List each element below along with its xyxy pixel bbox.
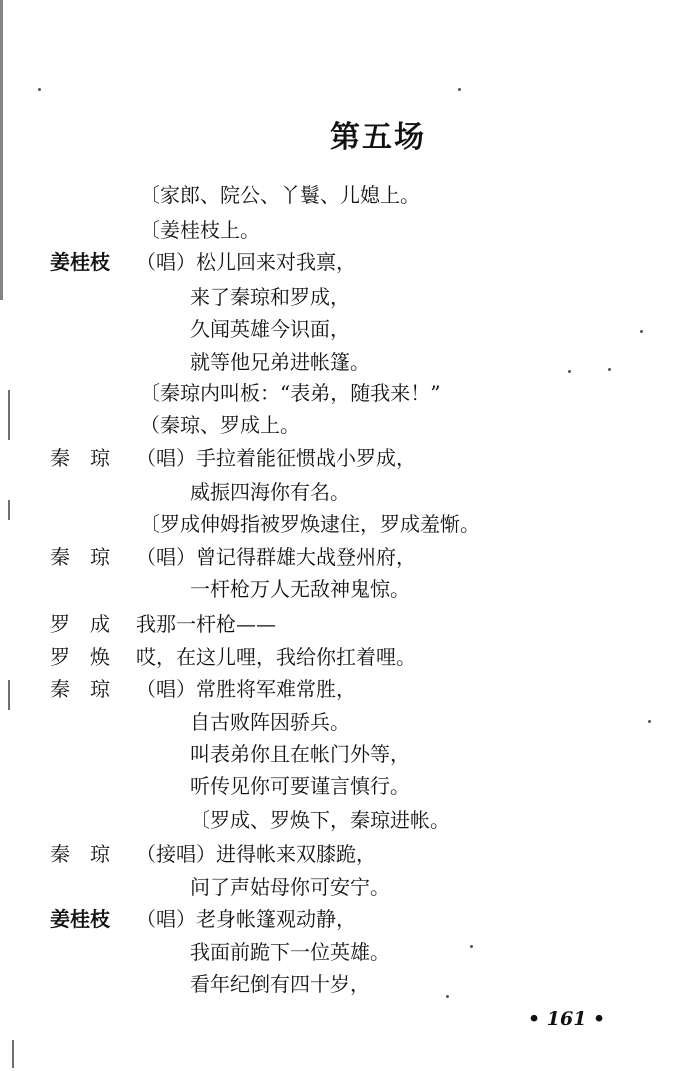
speck bbox=[640, 330, 643, 333]
speaker-name: 秦 琼 bbox=[50, 677, 110, 701]
dialogue-line: （唱）手拉着能征惯战小罗成， bbox=[136, 446, 416, 470]
speaker-name: 秦 琼 bbox=[50, 842, 110, 866]
verse-line: 来了秦琼和罗成， bbox=[190, 285, 350, 309]
speck bbox=[608, 368, 611, 371]
speck bbox=[458, 88, 461, 91]
speaker-name: 罗 成 bbox=[50, 612, 110, 636]
verse-line: 问了声姑母你可安宁。 bbox=[190, 875, 390, 899]
speck bbox=[446, 995, 449, 998]
verse-line: 一杆枪万人无敌神鬼惊。 bbox=[190, 577, 410, 601]
speaker-name: 秦 琼 bbox=[50, 446, 110, 470]
verse-line: 自古败阵因骄兵。 bbox=[190, 710, 350, 734]
speck bbox=[470, 945, 473, 948]
verse-line: 听传见你可要谨言慎行。 bbox=[190, 774, 410, 798]
speck bbox=[38, 88, 41, 91]
dialogue-line: （唱）松儿回来对我禀， bbox=[136, 250, 356, 274]
verse-line: 〔罗成、罗焕下，秦琼进帐。 bbox=[190, 808, 450, 832]
speaker-name: 罗 焕 bbox=[50, 645, 110, 669]
scan-edge bbox=[8, 680, 10, 710]
verse-line: 我面前跪下一位英雄。 bbox=[190, 940, 390, 964]
dialogue-line: （唱）曾记得群雄大战登州府， bbox=[136, 545, 416, 569]
dialogue-line: （唱）常胜将军难常胜， bbox=[136, 677, 356, 701]
speaker-name: 姜桂枝 bbox=[50, 250, 110, 274]
scan-edge bbox=[8, 500, 10, 520]
verse-line: 叫表弟你且在帐门外等， bbox=[190, 742, 410, 766]
scan-edge bbox=[8, 390, 10, 440]
page-number: • 161 • bbox=[528, 1008, 606, 1030]
speck bbox=[648, 720, 651, 723]
scene-title: 第五场 bbox=[330, 120, 426, 155]
stage-direction: 〔家郎、院公、丫鬟、儿媳上。 bbox=[140, 183, 420, 207]
dialogue-line: （唱）老身帐篷观动静， bbox=[136, 907, 356, 931]
verse-line: 看年纪倒有四十岁， bbox=[190, 972, 370, 996]
verse-line: 久闻英雄今识面， bbox=[190, 317, 350, 341]
verse-line: 就等他兄弟进帐篷。 bbox=[190, 350, 370, 374]
verse-line: 威振四海你有名。 bbox=[190, 480, 350, 504]
scan-edge bbox=[12, 1040, 14, 1068]
speaker-name: 姜桂枝 bbox=[50, 907, 110, 931]
stage-direction: （秦琼、罗成上。 bbox=[140, 413, 300, 437]
dialogue-line: （接唱）进得帐来双膝跪， bbox=[136, 842, 376, 866]
dialogue-line: 我那一杆枪—— bbox=[136, 612, 276, 636]
speaker-name: 秦 琼 bbox=[50, 545, 110, 569]
stage-direction: 〔秦琼内叫板：“表弟，随我来！” bbox=[140, 381, 441, 405]
stage-direction: 〔罗成伸姆指被罗焕逮住，罗成羞惭。 bbox=[140, 512, 480, 536]
speck bbox=[568, 370, 571, 373]
dialogue-line: 哎，在这儿哩，我给你扛着哩。 bbox=[136, 645, 416, 669]
scan-edge bbox=[0, 0, 3, 300]
stage-direction: 〔姜桂枝上。 bbox=[140, 218, 260, 242]
